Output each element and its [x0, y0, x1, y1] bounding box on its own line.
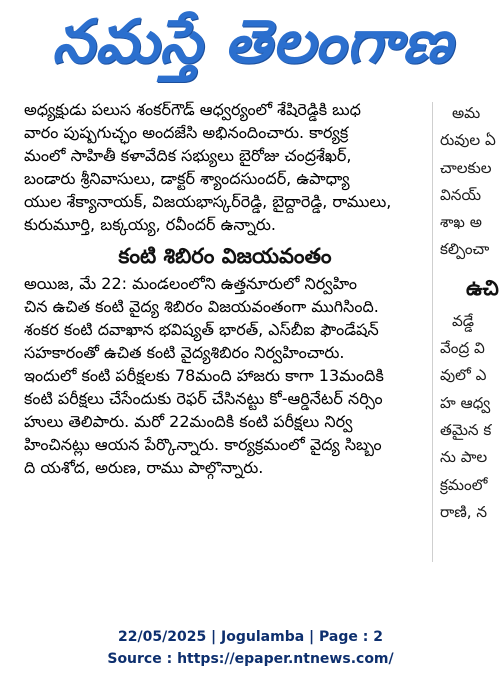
side-text-line: రాణి, న — [440, 502, 488, 521]
text-line: కంటి పరీక్షలు చేసేందుకు రెఫర్ చేసినట్టు కో-ఆర్డినేటర్ నర్సిం — [24, 389, 383, 408]
side-text-line: తమైన క — [440, 420, 492, 439]
source-line: Source : https://epaper.ntnews.com/ — [107, 651, 394, 667]
main-column — [24, 100, 426, 481]
footer — [0, 626, 501, 670]
side-text-line: రువుల ఏ — [440, 131, 496, 150]
text-line: అయిజ, మే 22: మండలంలోని ఉత్తనూరులో నిర్వహిం — [24, 274, 358, 293]
side-text-line: హ ఆధ్వ — [440, 393, 491, 412]
side-text-line: కల్పించా — [440, 240, 490, 259]
side-text-line: వినయ్ — [440, 185, 481, 204]
side-text-line: శాఖ అ — [440, 213, 482, 232]
text-line: ఇందులో కంటి పరీక్షలకు 78మంది హాజరు కాగా 13మందికి — [24, 366, 384, 385]
text-line: మంలో సాహితీ కళావేదిక సభ్యులు బైరోజు చంద్రశేఖర్, — [24, 146, 352, 165]
text-line: చిన ఉచిత కంటి వైద్య శిబిరం విజయవంతంగా ముగిసింది. — [24, 297, 379, 316]
intro-paragraph — [24, 100, 426, 238]
news-clipping — [0, 92, 501, 614]
text-line: ది యశోద, అరుణ, రాము పాల్గొన్నారు. — [24, 458, 264, 477]
text-line: అధ్యక్షుడు పలుస శంకర్‌గౌడ్ ఆధ్వర్యంలో శేషిరెడ్డికి బుధ — [24, 100, 361, 119]
text-line: హించినట్లు ఆయన పేర్కొన్నారు. కార్యక్రమంలో వైద్య సిబ్బం — [24, 435, 382, 454]
side-text-line: వేంద్ర వి — [440, 339, 485, 358]
text-line: వారం పుష్పగుచ్ఛం అందజేసి అభినందించారు. కార్యక్ర — [24, 123, 349, 142]
text-line: సహకారంతో ఉచిత కంటి వైద్యశిబిరం నిర్వహించారు. — [24, 343, 345, 362]
date-edition-line: 22/05/2025 | Jogulamba | Page : 2 — [118, 629, 383, 645]
side-text-line: క్రమంలో — [440, 475, 488, 494]
text-line: యుల శేక్యానాయక్, విజయభాస్కర్‌రెడ్డి, బైద్దారెడ్డి, రాములు, — [24, 192, 392, 211]
newspaper-logo: నమస్తే తెలంగాణ — [52, 7, 454, 77]
text-line: హులు తెలిపారు. మరో 22మందికి కంటి పరీక్షలు నిర్వ — [24, 412, 353, 431]
article-headline: కంటి శిబిరం విజయవంతం — [118, 244, 332, 268]
text-line: శంకర కంటి దవాఖాన భవిష్యత్ భారత్, ఎస్‌బీఐ ఫౌండేషన్ — [24, 320, 379, 339]
side-text-line: చాలకుల — [440, 158, 492, 177]
masthead — [0, 0, 501, 92]
side-text-line: వడ్డే — [452, 311, 475, 330]
text-line: బండారు శ్రీనివాసులు, డాక్టర్ శ్యాందసుందర్, ఉపాధ్యా — [24, 169, 350, 188]
column-divider — [432, 102, 433, 562]
side-heading: ఉచి — [466, 275, 499, 300]
text-line: కురుమూర్తి, బక్కయ్య, రవీందర్ ఉన్నారు. — [24, 215, 276, 234]
side-text-line: వులో ఎ — [440, 366, 487, 385]
article-body — [24, 274, 426, 481]
side-column — [440, 100, 501, 526]
side-text-line: అమ — [452, 104, 481, 122]
side-text-line: ను పాల — [440, 448, 488, 467]
